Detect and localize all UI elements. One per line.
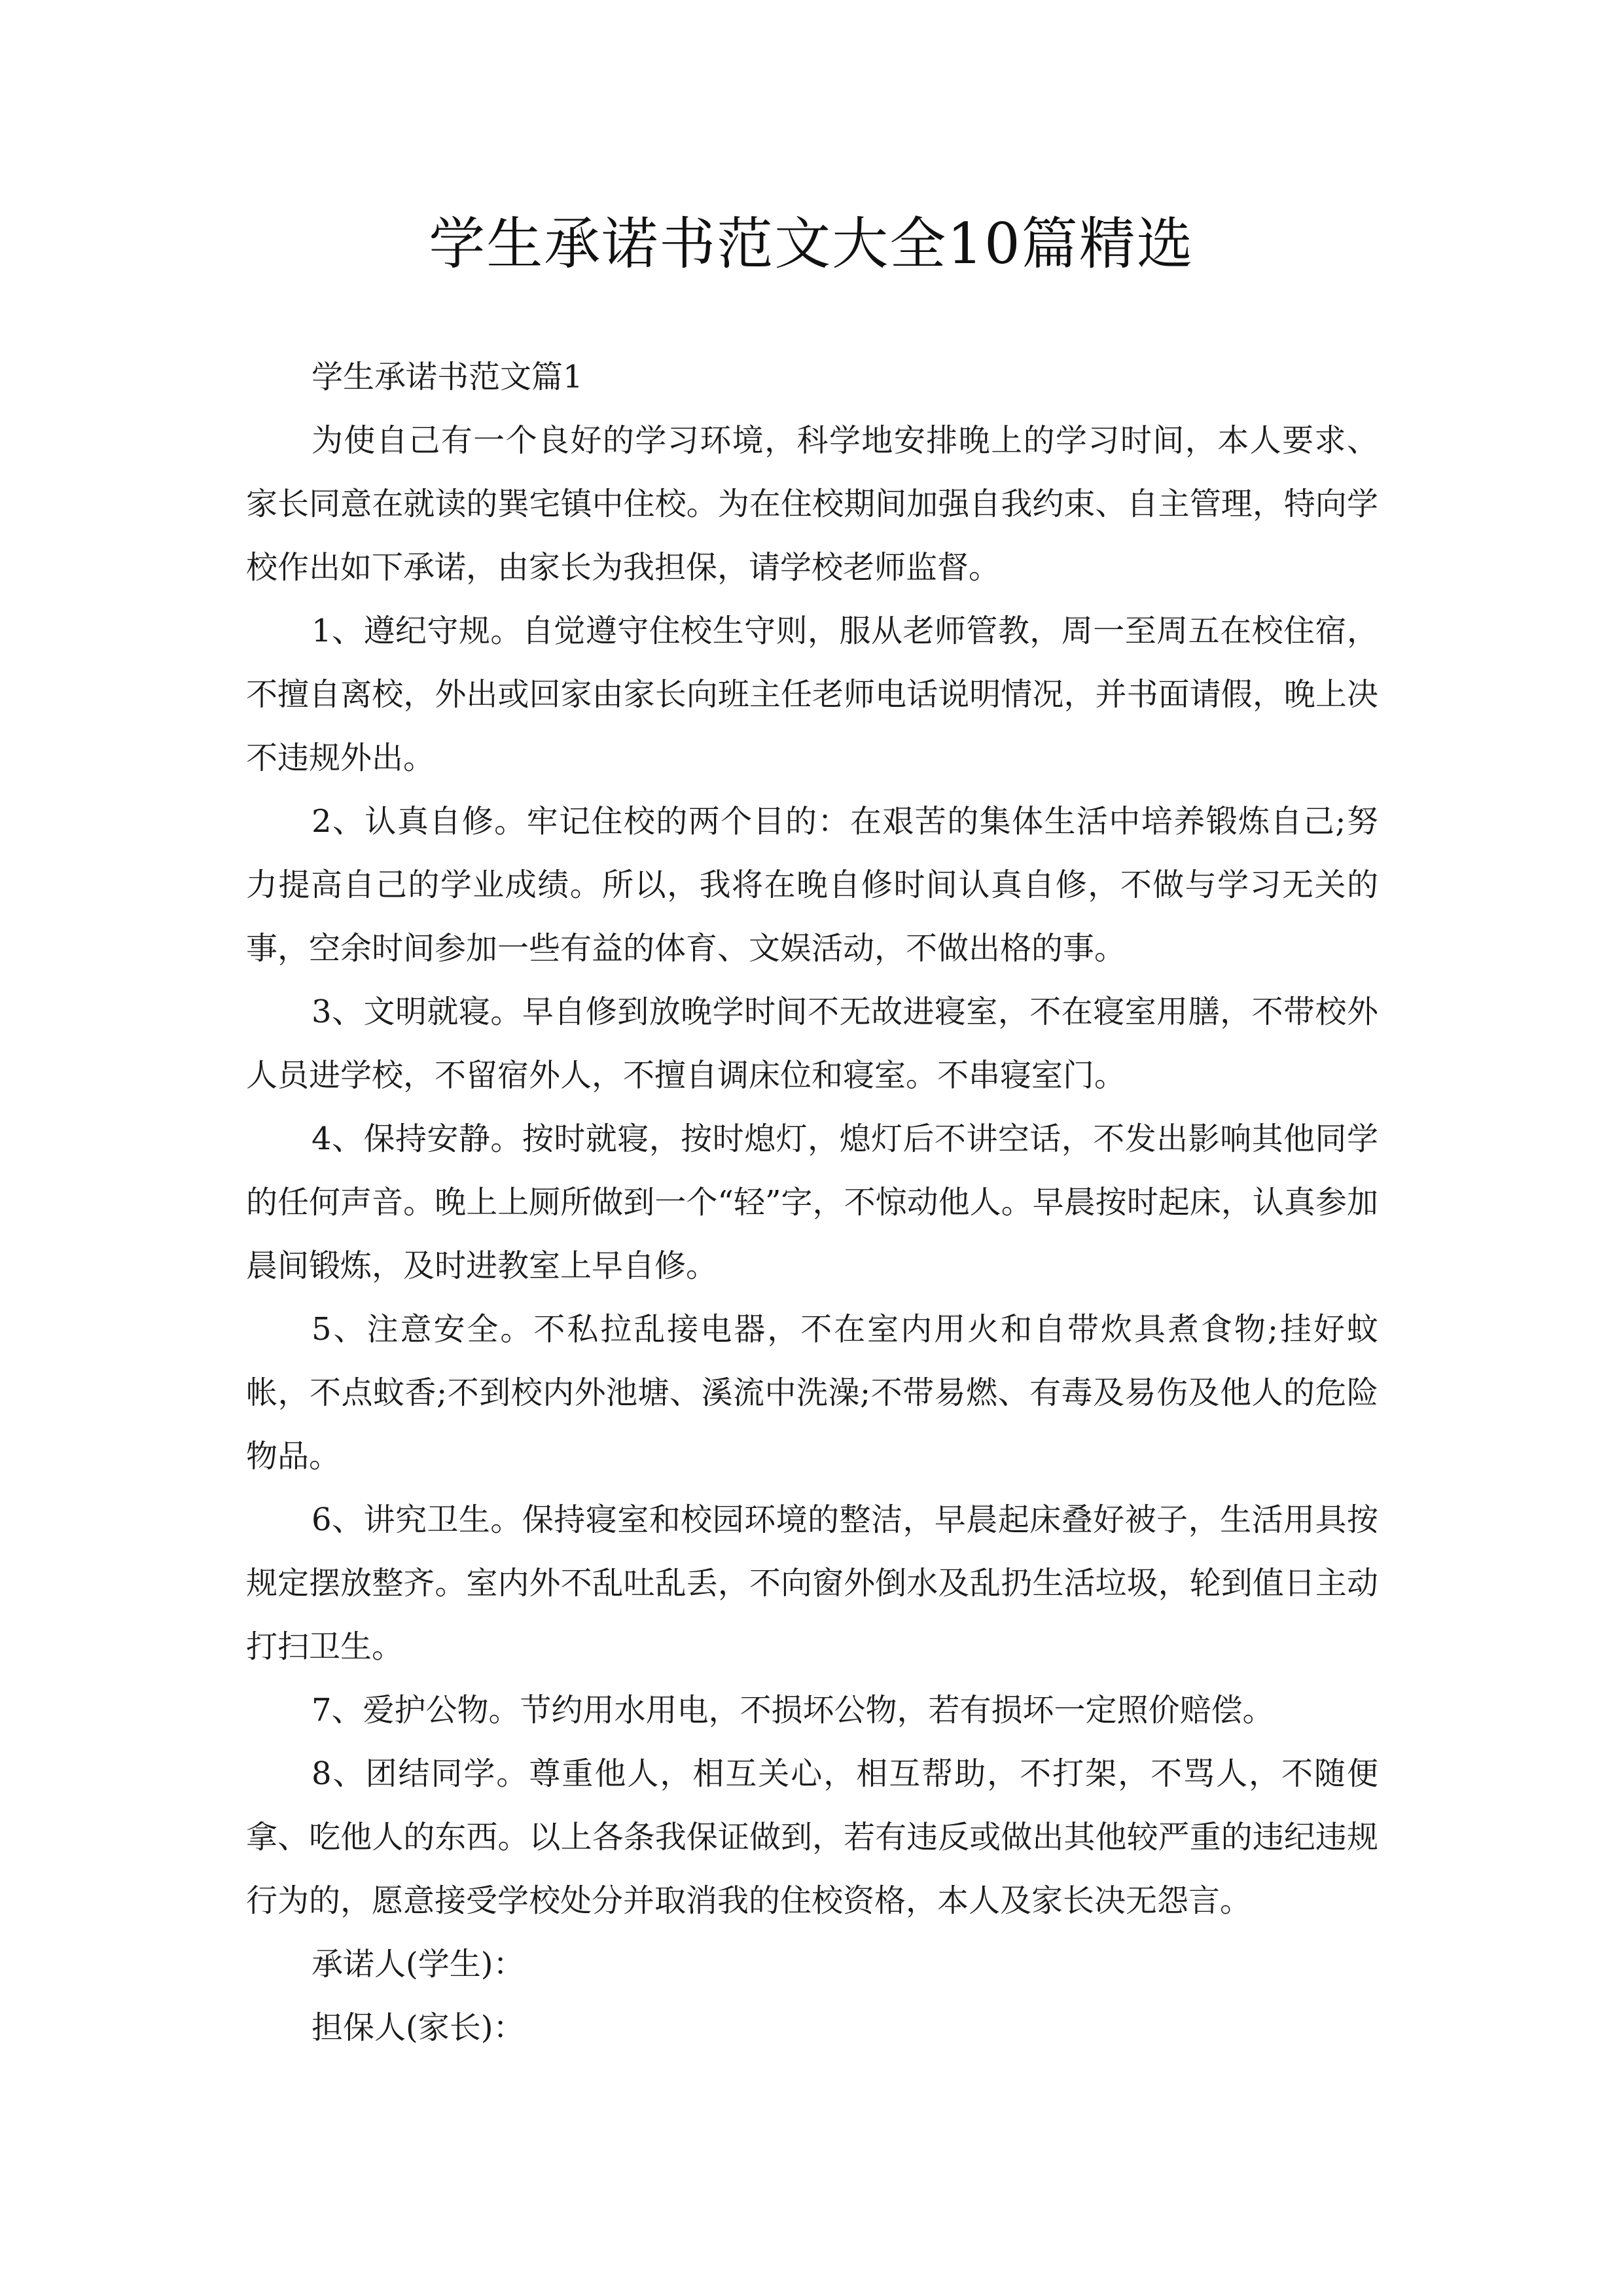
document-body bbox=[246, 346, 1378, 2060]
rule-paragraph-4: 4、保持安静。按时就寝，按时熄灯，熄灯后不讲空话，不发出影响其他同学的任何声音。晚上上厕所做到一个“轻”字，不惊动他人。早晨按时起床，认真参加晨间锻炼，及时进教室上早自修。 bbox=[246, 1121, 1378, 1284]
rule-paragraph-8: 8、团结同学。尊重他人，相互关心，相互帮助，不打架，不骂人，不随便拿、吃他人的东西。以上各条我保证做到，若有违反或做出其他较严重的违纪违规行为的，愿意接受学校处分并取消我的住校资格，本人及家长决无怨言。 bbox=[246, 1755, 1378, 1919]
rule-paragraph-2: 2、认真自修。牢记住校的两个目的：在艰苦的集体生活中培养锻炼自己;努力提高自己的学业成绩。所以，我将在晚自修时间认真自修，不做与学习无关的事，空余时间参加一些有益的体育、文娱活动，不做出格的事。 bbox=[246, 803, 1378, 967]
section-heading: 学生承诺书范文篇1 bbox=[312, 359, 583, 395]
intro-paragraph: 为使自己有一个良好的学习环境，科学地安排晚上的学习时间，本人要求、家长同意在就读的巽宅镇中住校。为在住校期间加强自我约束、自主管理，特向学校作出如下承诺，由家长为我担保，请学校老师监督。 bbox=[246, 422, 1378, 586]
guarantor-signature-line: 担保人(家长)： bbox=[312, 2009, 525, 2046]
rule-paragraph-1: 1、遵纪守规。自觉遵守住校生守则，服从老师管教，周一至周五在校住宿，不擅自离校，外出或回家由家长向班主任老师电话说明情况，并书面请假，晚上决不违规外出。 bbox=[246, 613, 1378, 776]
rule-paragraph-5: 5、注意安全。不私拉乱接电器，不在室内用火和自带炊具煮食物;挂好蚊帐，不点蚊香;不到校内外池塘、溪流中洗澡;不带易燃、有毒及易伤及他人的危险物品。 bbox=[246, 1311, 1378, 1475]
document-title: 学生承诺书范文大全10篇精选 bbox=[429, 211, 1194, 277]
student-signature-line: 承诺人(学生)： bbox=[312, 1946, 525, 1982]
rule-paragraph-3: 3、文明就寝。早自修到放晚学时间不无故进寝室，不在寝室用膳，不带校外人员进学校，不留宿外人，不擅自调床位和寝室。不串寝室门。 bbox=[246, 994, 1378, 1094]
rule-paragraph-7: 7、爱护公物。节约用水用电，不损坏公物，若有损坏一定照价赔偿。 bbox=[312, 1692, 1274, 1729]
rule-paragraph-6: 6、讲究卫生。保持寝室和校园环境的整洁，早晨起床叠好被子，生活用具按规定摆放整齐。室内外不乱吐乱丢，不向窗外倒水及乱扔生活垃圾，轮到值日主动打扫卫生。 bbox=[246, 1501, 1378, 1665]
